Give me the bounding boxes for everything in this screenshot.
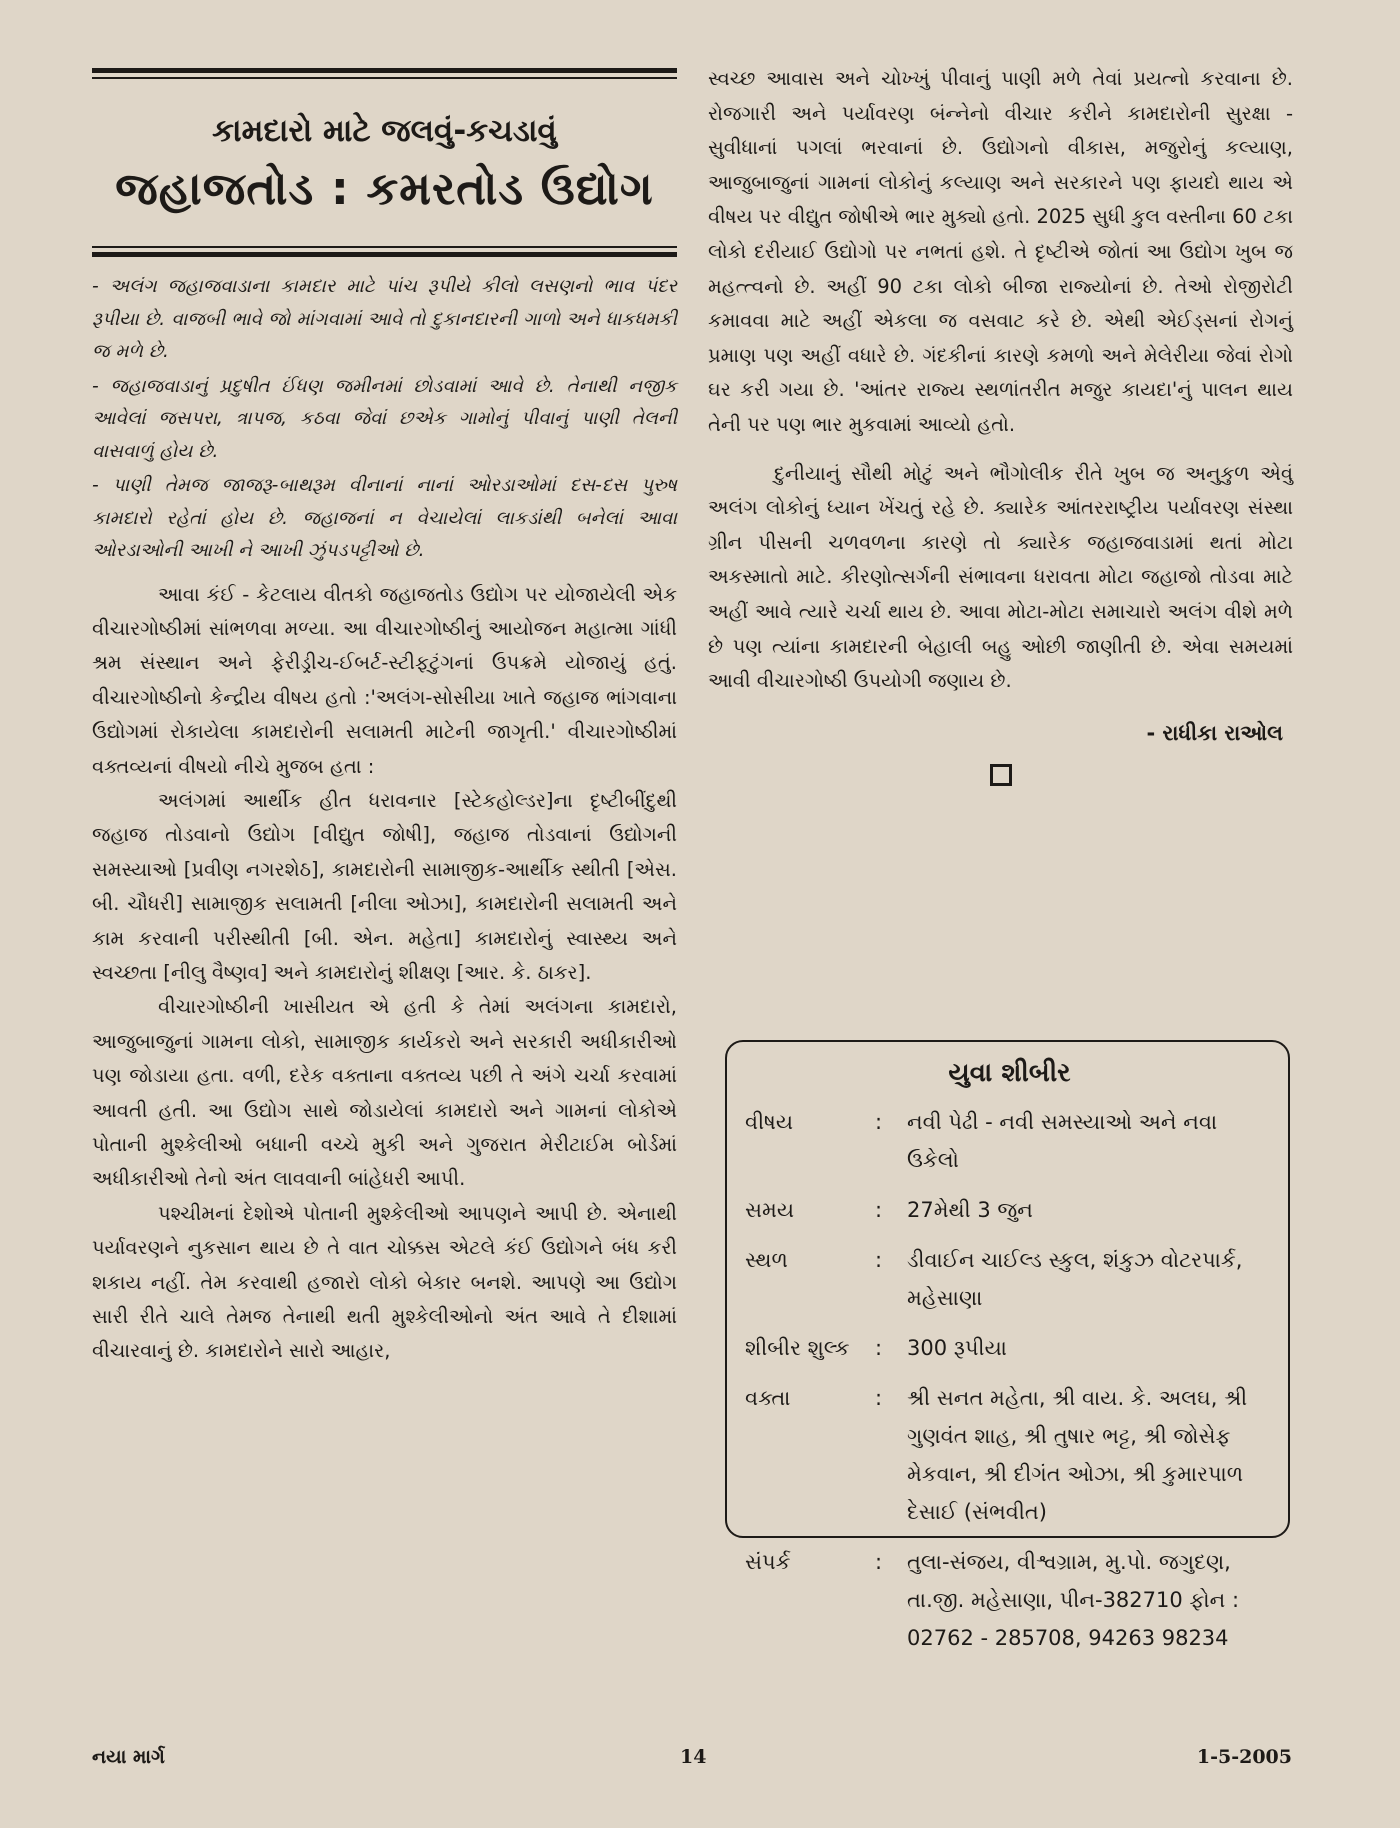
notice-colon: : bbox=[875, 1550, 883, 1574]
body-paragraph: સ્વચ્છ આવાસ અને ચોખ્ખું પીવાનું પાણી મળે તેવાં પ્રયત્નો કરવાના છે. રોજગારી અને પર્યાવરણ બંન્નેનો વીચાર કરીને કામદારોની સુરક્ષા - સુવીધાનાં પગલાં ભરવાનાં છે. ઉદ્યોગનો વીકાસ, મજુરોનું કલ્યાણ, આજુબાજુનાં ગામનાં લોકોનું કલ્યાણ અને સરકારને પણ ફાયદો થાય એ વીષય પર વીદ્યુત જોષીએ ભાર મુક્યો હતો. 2025 સુધી કુલ વસ્તીના 60 ટકા લોકો દરીયાઈ ઉદ્યોગો પર નભતાં હશે. તે દૃષ્ટીએ જોતાં આ ઉદ્યોગ ખુબ જ મહત્ત્વનો છે. અહીં 90 ટકા લોકો બીજા રાજ્યોનાં છે. તેઓ રોજીરોટી કમાવવા માટે અહીં એકલા જ વસવાટ કરે છે. એથી એઈડ્સનાં રોગનું પ્રમાણ પણ અહીં વધારે છે. ગંદકીનાં કારણે કમળો અને મેલેરીયા જેવાં રોગો ઘર કરી ગયા છે. 'આંતર રાજ્ય સ્થળાંતરીત મજુર કાયદા'નું પાલન થાય તેની પર પણ ભાર મુકવામાં આવ્યો હતો. bbox=[708, 67, 1293, 436]
notice-colon: : bbox=[875, 1336, 883, 1360]
rule-thin bbox=[92, 246, 677, 248]
bottom-rule bbox=[92, 246, 677, 257]
body-paragraph: પશ્ચીમનાં દેશોએ પોતાની મુશ્કેલીઓ આપણને આપી છે. એનાથી પર્યાવરણને નુકસાન થાય છે તે વાત ચોક્કસ એટલે કંઈ ઉદ્યોગને બંધ કરી શકાય નહીં. તેમ કરવાથી હજારો લોકો બેકાર બનશે. આપણે આ ઉદ્યોગ સારી રીતે ચાલે તેમજ તેનાથી થતી મુશ્કેલીઓનો અંત આવે તે દીશામાં વીચારવાનું છે. કામદારોને સારો આહાર, bbox=[92, 1201, 677, 1363]
notice-key: સમય bbox=[745, 1198, 795, 1222]
publication-name: નયા માર્ગ bbox=[92, 1746, 165, 1768]
article-body-left bbox=[92, 578, 677, 1369]
notice-value: 300 રૂપીયા bbox=[907, 1336, 1007, 1360]
notice-key: વીષય bbox=[745, 1110, 794, 1134]
rule-thin bbox=[92, 77, 677, 79]
left-column bbox=[92, 68, 677, 1369]
notice-row-venue bbox=[745, 1241, 1274, 1317]
body-paragraph: આવા કંઈ - કેટલાય વીતકો જહાજતોડ ઉદ્યોગ પર યોજાયેલી એક વીચારગોષ્ઠીમાં સાંભળવા મળ્યા. આ વીચારગોષ્ઠીનું આયોજન મહાત્મા ગાંધી શ્રમ સંસ્થાન અને ફેરીડ્રીચ-ઈબર્ટ-સ્ટીફટુંગનાં ઉપક્રમે યોજાયું હતું. વીચારગોષ્ઠીનો કેન્દ્રીય વીષય હતો :'અલંગ-સોસીયા ખાતે જહાજ ભાંગવાના ઉદ્યોગમાં રોકાયેલા કામદારોની સલામતી માટેની જાગૃતી.' વીચારગોષ્ઠીમાં વક્તવ્યનાં વીષયો નીચે મુજબ હતા : bbox=[92, 582, 677, 778]
issue-date: 1-5-2005 bbox=[1196, 1746, 1292, 1768]
notice-row-contact bbox=[745, 1543, 1274, 1657]
youth-camp-notice bbox=[725, 1040, 1290, 1650]
notice-title: યુવા શીબીર bbox=[948, 1058, 1071, 1088]
highlight-bullets bbox=[92, 271, 677, 568]
article-byline: - રાધીકા રાઓલ bbox=[1146, 720, 1283, 745]
body-paragraph: અલંગમાં આર્થીક હીત ધરાવનાર [સ્ટેકહોલ્ડર]ના દૃષ્ટીબીંદુથી જહાજ તોડવાનો ઉદ્યોગ [વીદ્યુત જોષી], જહાજ તોડવાનાં ઉદ્યોગની સમસ્યાઓ [પ્રવીણ નગરશેઠ], કામદારોની સામાજીક-આર્થીક સ્થીતી [એસ. બી. ચૌધરી] સામાજીક સલામતી [નીલા ઓઝા], કામદારોની સલામતી અને કામ કરવાની પરીસ્થીતી [બી. એન. મહેતા] કામદારોનું સ્વાસ્થ્ય અને સ્વચ્છતા [નીલુ વૈષ્ણવ] અને કામદારોનું શીક્ષણ [આર. કે. ઠાકર]. bbox=[92, 788, 677, 984]
notice-value: નવી પેઢી - નવી સમસ્યાઓ અને નવા ઉકેલો bbox=[907, 1110, 1218, 1172]
article-kicker: કામદારો માટે જલવું-કચડાવું bbox=[212, 113, 557, 149]
bullet-item: - અલંગ જહાજવાડાના કામદાર માટે પાંચ રૂપીયે કીલો લસણનો ભાવ પંદર રૂપીયા છે. વાજબી ભાવે જો માંગવામાં આવે તો દુકાનદારની ગાળો અને ધાકધમકી જ મળે છે. bbox=[92, 276, 677, 362]
notice-row-fee bbox=[745, 1329, 1274, 1367]
rule-thick bbox=[92, 68, 677, 73]
article-headline: જહાજતોડ : કમરતોડ ઉદ્યોગ bbox=[115, 162, 654, 215]
notice-row-topic bbox=[745, 1103, 1274, 1179]
notice-key: સંપર્ક bbox=[745, 1550, 791, 1574]
page-number: 14 bbox=[680, 1746, 707, 1768]
body-paragraph: વીચારગોષ્ઠીની ખાસીયત એ હતી કે તેમાં અલંગના કામદારો, આજુબાજુનાં ગામના લોકો, સામાજીક કાર્યકરો અને સરકારી અધીકારીઓ પણ જોડાયા હતા. વળી, દરેક વક્તાના વક્તવ્ય પછી તે અંગે ચર્ચા કરવામાં આવતી હતી. આ ઉદ્યોગ સાથે જોડાયેલાં કામદારો અને ગામનાં લોકોએ પોતાની મુશ્કેલીઓ બધાની વચ્ચે મુકી અને ગુજરાત મેરીટાઈમ બોર્ડમાં અધીકારીઓ તેનો અંત લાવવાની બાંહેધરી આપી. bbox=[92, 995, 677, 1191]
notice-value: ડીવાઈન ચાઈલ્ડ સ્કુલ, શંકુઝ વોટરપાર્ક, મહેસાણા bbox=[907, 1248, 1243, 1310]
notice-colon: : bbox=[875, 1386, 883, 1410]
notice-value: 27મેથી 3 જુન bbox=[907, 1198, 1033, 1222]
bullet-item: - જહાજવાડાનું પ્રદુષીત ઈંધણ જમીનમાં છોડવામાં આવે છે. તેનાથી નજીક આવેલાં જસપરા, ત્રાપજ, કઠવા જેવાં છએક ગામોનું પીવાનું પાણી તેલની વાસવાળું હોય છે. bbox=[92, 375, 677, 462]
bullet-item: - પાણી તેમજ જાજરૂ-બાથરૂમ વીનાનાં નાનાં ઓરડાઓમાં દસ-દસ પુરુષ કામદારો રહેતાં હોય છે. જહાજનાં ન વેચાયેલાં લાકડાંથી બનેલાં આવા ઓરડાઓની આખી ને આખી ઝુંપડપટ્ટીઓ છે. bbox=[92, 475, 677, 561]
rule-thick bbox=[92, 252, 677, 257]
notice-row-speakers bbox=[745, 1379, 1274, 1531]
page-footer bbox=[92, 1746, 1292, 1776]
notice-colon: : bbox=[875, 1110, 883, 1134]
right-column bbox=[708, 62, 1293, 786]
article-body-right bbox=[708, 62, 1293, 699]
notice-key: વક્તા bbox=[745, 1386, 791, 1410]
end-mark-square bbox=[990, 764, 1012, 786]
notice-key: શીબીર શુલ્ક bbox=[745, 1336, 850, 1360]
notice-row-dates bbox=[745, 1191, 1274, 1229]
body-paragraph: દુનીયાનું સૌથી મોટું અને ભૌગોલીક રીતે ખુબ જ અનુકુળ એવું અલંગ લોકોનું ધ્યાન ખેંચતું રહે છે. ક્યારેક આંતરરાષ્ટ્રીય પર્યાવરણ સંસ્થા ગ્રીન પીસની ચળવળના કારણે તો ક્યારેક જહાજવાડામાં થતાં મોટા અકસ્માતો માટે. કીરણોત્સર્ગની સંભાવના ધરાવતા મોટા જહાજો તોડવા માટે અહીં આવે ત્યારે ચર્ચા થાય છે. આવા મોટા-મોટા સમાચારો અલંગ વીશે મળે છે પણ ત્યાંના કામદારની બેહાલી બહુ ઓછી જાણીતી છે. એવા સમયમાં આવી વીચારગોષ્ઠી ઉપયોગી જણાય છે. bbox=[708, 461, 1293, 693]
notice-value: તુલા-સંજય, વીશ્વગ્રામ, મુ.પો. જગુદણ, તા.જી. મહેસાણા, પીન-382710 ફોન : 02762 - 285708, 94263 98234 bbox=[907, 1550, 1240, 1650]
notice-colon: : bbox=[875, 1248, 883, 1272]
top-rule bbox=[92, 68, 677, 79]
notice-colon: : bbox=[875, 1198, 883, 1222]
notice-value: શ્રી સનત મહેતા, શ્રી વાય. કે. અલઘ, શ્રી ગુણવંત શાહ, શ્રી તુષાર ભટ્ટ, શ્રી જોસેફ મેકવાન, શ્રી દીગંત ઓઝા, શ્રી કુમારપાળ દેસાઈ (સંભવીત) bbox=[907, 1386, 1248, 1524]
notice-key: સ્થળ bbox=[745, 1248, 788, 1272]
